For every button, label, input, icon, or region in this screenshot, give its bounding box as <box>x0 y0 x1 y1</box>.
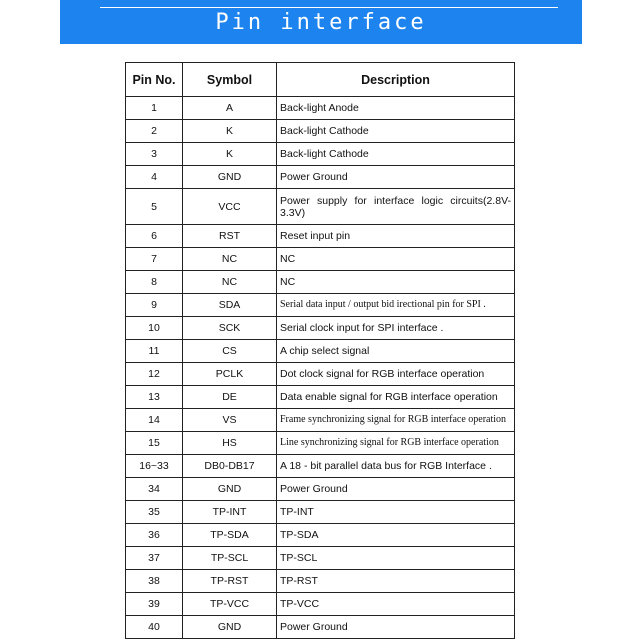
description-cell: TP-VCC <box>277 593 515 616</box>
symbol-cell: TP-SCL <box>183 547 277 570</box>
pin-number-cell: 36 <box>126 524 183 547</box>
table-body <box>126 97 515 639</box>
symbol-cell: CS <box>183 340 277 363</box>
column-header-symbol: Symbol <box>183 63 277 97</box>
pin-number-cell: 35 <box>126 501 183 524</box>
symbol-cell: NC <box>183 248 277 271</box>
table-row <box>126 120 515 143</box>
symbol-cell: TP-RST <box>183 570 277 593</box>
table-row <box>126 189 515 225</box>
symbol-cell: K <box>183 120 277 143</box>
pin-number-cell: 14 <box>126 409 183 432</box>
table-row <box>126 409 515 432</box>
symbol-cell: GND <box>183 478 277 501</box>
symbol-cell: SCK <box>183 317 277 340</box>
description-cell: TP-INT <box>277 501 515 524</box>
symbol-cell: VCC <box>183 189 277 225</box>
symbol-cell: HS <box>183 432 277 455</box>
table-row <box>126 616 515 639</box>
description-cell: NC <box>277 248 515 271</box>
table-row <box>126 455 515 478</box>
description-cell: Power Ground <box>277 616 515 639</box>
pin-number-cell: 1 <box>126 97 183 120</box>
pin-number-cell: 38 <box>126 570 183 593</box>
table-row <box>126 317 515 340</box>
description-cell: Power Ground <box>277 166 515 189</box>
description-cell: Dot clock signal for RGB interface operation <box>277 363 515 386</box>
description-cell: Serial data input / output bid irectional pin for SPI . <box>277 294 515 317</box>
table-row <box>126 294 515 317</box>
symbol-cell: NC <box>183 271 277 294</box>
pin-number-cell: 9 <box>126 294 183 317</box>
pin-number-cell: 15 <box>126 432 183 455</box>
description-cell: Serial clock input for SPI interface . <box>277 317 515 340</box>
table-row <box>126 432 515 455</box>
symbol-cell: SDA <box>183 294 277 317</box>
table-header-row <box>126 63 515 97</box>
table-row <box>126 248 515 271</box>
pin-number-cell: 13 <box>126 386 183 409</box>
table-row <box>126 570 515 593</box>
pin-number-cell: 39 <box>126 593 183 616</box>
description-cell: Back-light Anode <box>277 97 515 120</box>
description-cell: Frame synchronizing signal for RGB interface operation <box>277 409 515 432</box>
table-row <box>126 97 515 120</box>
symbol-cell: PCLK <box>183 363 277 386</box>
symbol-cell: DE <box>183 386 277 409</box>
symbol-cell: GND <box>183 166 277 189</box>
page-title: Pin interface <box>215 10 427 35</box>
description-cell: Line synchronizing signal for RGB interface operation <box>277 432 515 455</box>
column-header-description: Description <box>277 63 515 97</box>
table-row <box>126 501 515 524</box>
description-cell: A chip select signal <box>277 340 515 363</box>
table-row <box>126 547 515 570</box>
description-cell: Back-light Cathode <box>277 143 515 166</box>
table-row <box>126 524 515 547</box>
pin-number-cell: 11 <box>126 340 183 363</box>
symbol-cell: K <box>183 143 277 166</box>
column-header-pin: Pin No. <box>126 63 183 97</box>
description-cell: TP-SDA <box>277 524 515 547</box>
pin-number-cell: 34 <box>126 478 183 501</box>
symbol-cell: A <box>183 97 277 120</box>
table-row <box>126 340 515 363</box>
pin-number-cell: 40 <box>126 616 183 639</box>
symbol-cell: RST <box>183 225 277 248</box>
description-cell: Power Ground <box>277 478 515 501</box>
description-cell: TP-RST <box>277 570 515 593</box>
pin-number-cell: 12 <box>126 363 183 386</box>
table-row <box>126 225 515 248</box>
description-cell: Power supply for interface logic circuits(2.8V-3.3V) <box>277 189 515 225</box>
table-row <box>126 271 515 294</box>
symbol-cell: TP-INT <box>183 501 277 524</box>
banner-rule <box>100 7 558 8</box>
table-row <box>126 363 515 386</box>
pin-number-cell: 16~33 <box>126 455 183 478</box>
symbol-cell: TP-VCC <box>183 593 277 616</box>
pin-number-cell: 4 <box>126 166 183 189</box>
description-cell: A 18 - bit parallel data bus for RGB Interface . <box>277 455 515 478</box>
title-banner <box>60 0 582 44</box>
pin-table <box>125 62 515 639</box>
pin-number-cell: 3 <box>126 143 183 166</box>
description-cell: Reset input pin <box>277 225 515 248</box>
table-row <box>126 593 515 616</box>
pin-number-cell: 8 <box>126 271 183 294</box>
pin-number-cell: 5 <box>126 189 183 225</box>
description-cell: TP-SCL <box>277 547 515 570</box>
pin-number-cell: 37 <box>126 547 183 570</box>
symbol-cell: TP-SDA <box>183 524 277 547</box>
symbol-cell: DB0-DB17 <box>183 455 277 478</box>
pin-number-cell: 2 <box>126 120 183 143</box>
table-row <box>126 386 515 409</box>
description-cell: Data enable signal for RGB interface operation <box>277 386 515 409</box>
pin-number-cell: 10 <box>126 317 183 340</box>
table-row <box>126 166 515 189</box>
description-cell: NC <box>277 271 515 294</box>
table-row <box>126 478 515 501</box>
symbol-cell: GND <box>183 616 277 639</box>
table-row <box>126 143 515 166</box>
symbol-cell: VS <box>183 409 277 432</box>
description-cell: Back-light Cathode <box>277 120 515 143</box>
pin-number-cell: 7 <box>126 248 183 271</box>
pin-number-cell: 6 <box>126 225 183 248</box>
